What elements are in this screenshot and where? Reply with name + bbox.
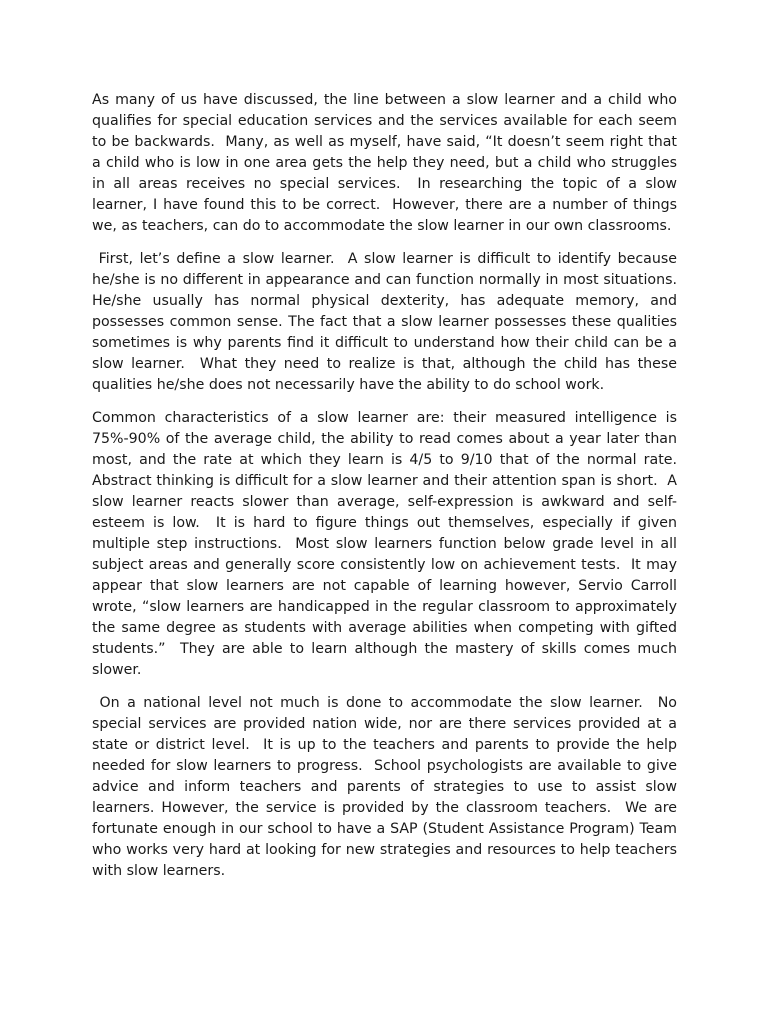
paragraph-3: Common characteristics of a slow learner are: their measured intelligence is 75%-90% of the average child, the ability to read comes about a year later than most, and the rate at which they learn is 4/5 to 9/10 that of the normal rate. Abstract thinking is difficult for a slow learner and their attention span is short. A slow learner reacts slower than average, self-expression is awkward and self-esteem is low. It is hard to figure things out themselves, especially if given multiple step instructions. Most slow learners function below grade level in all subject areas and generally score consistently low on achievement tests. It may appear that slow learners are not capable of learning however, Servio Carroll wrote, “slow learners are handicapped in the regular classroom to approximately the same degree as students with average abilities when competing with gifted students.” They are able to learn although the mastery of skills comes much slower. <box>92 410 687 678</box>
paragraph-4: On a national level not much is done to accommodate the slow learner. No special services are provided nation wide, nor are there services provided at a state or district level. It is up to the teachers and parents to provide the help needed for slow learners to progress. School psychologists are available to give advice and inform teachers and parents of strategies to use to assist slow learners. However, the service is provided by the classroom teachers. We are fortunate enough in our school to have a SAP (Student Assistance Program) Team who works very hard at looking for new strategies and resources to help teachers with slow learners. <box>92 695 682 879</box>
paragraph-1: As many of us have discussed, the line between a slow learner and a child who qualifies for special education services and the services available for each seem to be backwards. Many, as well as myself, have said, “It doesn’t seem right that a child who is low in one area gets the help they need, but a child who struggles in all areas receives no special services. In researching the topic of a slow learner, I have found this to be correct. However, there are a number of things we, as teachers, can do to accommodate the slow learner in our own classrooms. <box>92 92 682 234</box>
paragraph-2: First, let’s define a slow learner. A slow learner is difficult to identify because he/she is no different in appearance and can function normally in most situations. He/she usually has normal physical dexterity, has adequate memory, and possesses common sense. The fact that a slow learner possesses these qualities sometimes is why parents find it difficult to understand how their child can be a slow learner. What they need to realize is that, although the child has these qualities he/she does not necessarily have the ability to do school work. <box>92 251 687 393</box>
document-body <box>92 90 687 894</box>
